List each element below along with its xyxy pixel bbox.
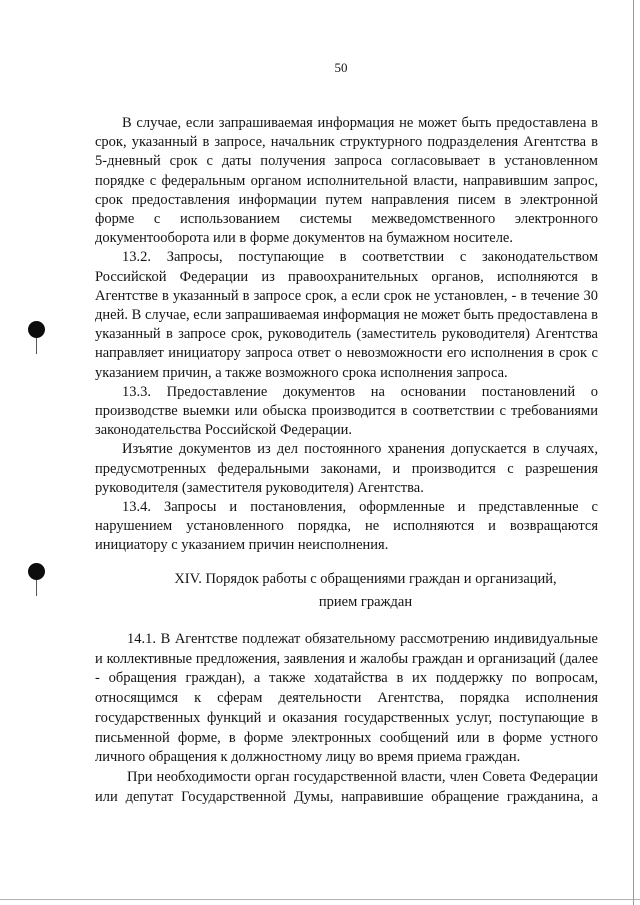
paragraph (95, 114, 598, 248)
paragraph (95, 768, 598, 807)
paragraph-line: направляет инициатору запроса ответ о невозможности его исполнения в срок с (95, 345, 598, 362)
paragraph-line: срок предоставления информации путем направления писем в электронной (95, 191, 598, 208)
paragraph-14-1 (95, 630, 598, 768)
paragraph-line: письменной форме, в форме электронных сообщений или в форме устного (95, 729, 598, 746)
paragraph-line: указанный в запросе срок, руководитель (заместитель руководителя) Агентства (95, 326, 598, 343)
paragraph-line: дней. В случае, если запрашиваемая информация не может быть предоставлена в (95, 307, 598, 324)
paragraph-line: относящимся к сферам деятельности Агентства, порядка исполнения (95, 690, 598, 707)
paragraph-line: и коллективные предложения, заявления и жалобы граждан и организаций (далее (95, 650, 598, 667)
paragraph-line: 13.4. Запросы и постановления, оформленные и представленные с (122, 499, 598, 516)
scan-edge-right (633, 0, 634, 905)
paragraph-line: порядке с федеральным органом исполнительной власти, направившим запрос, (95, 172, 598, 189)
punch-hole-mark (28, 321, 45, 338)
paragraph-line: законодательства Российской Федерации. (95, 422, 353, 439)
paragraph-line: документооборота или в форме документов на бумажном носителе. (95, 230, 513, 247)
heading-line: XIV. Порядок работы с обращениями граждан и организаций, (174, 571, 557, 587)
heading-line: прием граждан (318, 594, 413, 610)
section-14-text (95, 630, 598, 807)
paragraph-line: 13.3. Предоставление документов на основании постановлений о (122, 383, 598, 400)
scan-edge-bottom (0, 899, 640, 900)
paragraph-line: производстве выемки или обыска производится в соответствии с требованиями (95, 403, 598, 420)
paragraph-line: срок, указанный в запросе, начальник структурного подразделения Агентства в (95, 134, 598, 151)
paragraph-line: нарушением установленного порядка, не исполняются и возвращаются (95, 518, 598, 535)
paragraph-line: Агентстве в указанный в запросе срок, а если срок не установлен, - в течение 30 (95, 287, 598, 304)
paragraph-line: 13.2. Запросы, поступающие в соответствии с законодательством (122, 249, 598, 266)
paragraph-13-3 (95, 383, 598, 441)
paragraph-line: - обращения граждан), а также ходатайства в их поддержку по вопросам, (95, 670, 598, 687)
paragraph-line: руководителя (заместителя руководителя) Агентства. (95, 479, 424, 496)
paragraph-line: 5-дневный срок с даты получения запроса согласовывает в установленном (95, 153, 598, 170)
section-13-text (95, 114, 598, 556)
punch-hole-mark (28, 563, 45, 580)
paragraph-line: инициатору с указанием причин неисполнения. (95, 537, 389, 554)
punch-hole-shadow (36, 580, 37, 596)
paragraph-line: форме с использованием системы межведомственного электронного (95, 211, 598, 228)
paragraph-13-2 (95, 248, 598, 382)
paragraph-line: указанием причин, а также возможного срока исполнения запроса. (95, 364, 508, 381)
paragraph-line: Изъятие документов из дел постоянного хранения допускается в случаях, (122, 441, 598, 458)
paragraph-line: личного обращения к должностному лицу во время приема граждан. (95, 749, 521, 766)
paragraph-line: или депутат Государственной Думы, направившие обращение гражданина, а (95, 788, 598, 805)
punch-hole-shadow (36, 338, 37, 354)
section-heading (95, 568, 598, 614)
paragraph-line: В случае, если запрашиваемая информация не может быть предоставлена в (122, 115, 598, 131)
paragraph-13-4 (95, 498, 598, 556)
page-number: 50 (334, 60, 348, 75)
paragraph-line: государственных функций и оказания государственных услуг, поступающие в (95, 709, 598, 726)
paragraph-line: 14.1. В Агентстве подлежат обязательному рассмотрению индивидуальные (127, 631, 598, 647)
paragraph-line: предусмотренных федеральными законами, и производится с разрешения (95, 460, 598, 477)
paragraph-line: Российской Федерации из правоохранительных органов, исполняются в (95, 268, 598, 285)
paragraph-line: При необходимости орган государственной власти, член Совета Федерации (127, 768, 598, 785)
paragraph (95, 440, 598, 498)
